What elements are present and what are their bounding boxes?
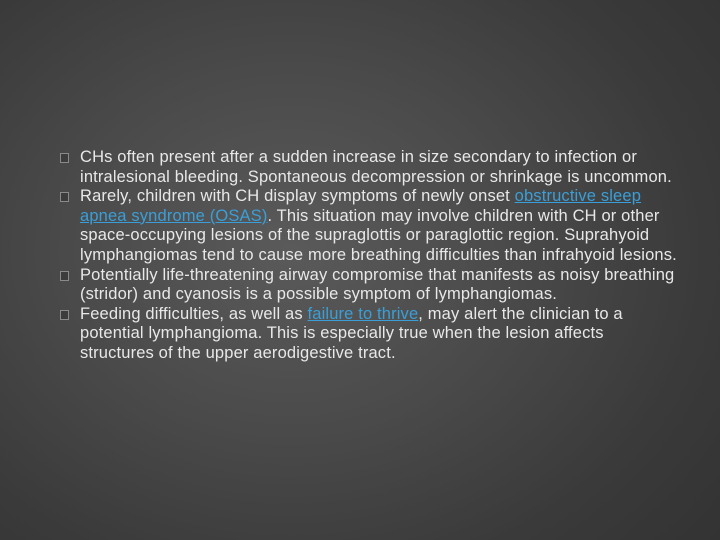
link-osas[interactable]: obstructive sleep apnea syndrome (OSAS) [80,187,642,225]
bullet-square-icon [60,192,69,202]
bullet-item [60,305,680,364]
link-failure-to-thrive[interactable]: failure to thrive [307,304,419,323]
slide-content [60,148,680,364]
bullet-text-segment: Potentially life-threatening airway compromise that manifests as noisy breathing (stridor) and cyanosis is a possible symptom of lymphangiomas. [80,265,675,304]
bullet-item [60,266,680,305]
bullet-list [60,148,680,364]
bullet-text [80,305,623,362]
bullet-item [60,148,680,187]
bullet-text [80,266,674,304]
bullet-text-segment: , may alert the clinician to a potential lymphangioma. This is especially true when the lesion affects structures of the upper aerodigestive tract. [80,304,623,362]
bullet-text [80,187,677,264]
bullet-square-icon [60,271,69,281]
bullet-square-icon [60,310,69,320]
bullet-item [60,187,680,265]
bullet-text-segment: Rarely, children with CH display symptoms of newly onset [80,187,515,206]
bullet-text-segment: CHs often present after a sudden increase in size secondary to infection or intralesional bleeding. Spontaneous decompression or shrinkage is uncommon. [80,148,672,186]
bullet-square-icon [60,153,69,163]
bullet-text [80,148,672,186]
bullet-text-segment: Feeding difficulties, as well as [80,304,308,323]
bullet-text-segment: . This situation may involve children with CH or other space-occupying lesions of the supraglottis or paraglottic region. Suprahyoid lymphangiomas tend to cause more breathing difficulties than infrahyoid lesions. [80,206,677,264]
